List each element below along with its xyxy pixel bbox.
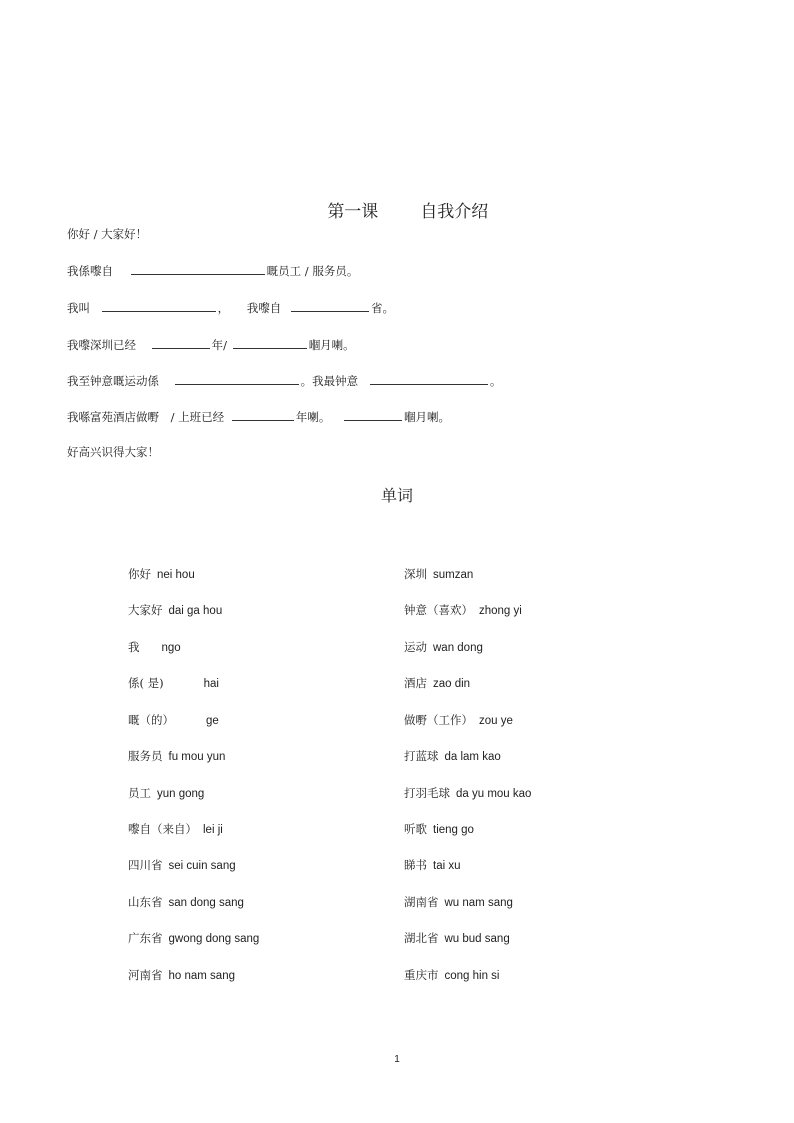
fill-blank	[291, 299, 369, 312]
intro-line-name: 我叫 ， 我嚟自 省。	[67, 301, 394, 315]
intro-greeting: 你好 / 大家好！	[67, 227, 148, 241]
vocab-item: 深圳 sumzan	[404, 567, 474, 581]
fill-blank	[233, 336, 307, 349]
fill-blank	[175, 372, 299, 385]
vocab-item: 我 ngo	[128, 640, 181, 654]
vocab-item: 你好 nei hou	[128, 567, 195, 581]
vocab-item: 做嘢（工作） zou ye	[404, 713, 513, 727]
vocab-item: 员工 yun gong	[128, 786, 205, 800]
vocabulary-heading: 单词	[380, 486, 413, 505]
intro-line-company: 我係嚟自 嘅员工 / 服务员。	[67, 264, 359, 278]
vocab-item: 嘅（的） ge	[128, 713, 219, 727]
intro-line-work: 我喺富苑酒店做嘢 / 上班已经 年喇。 嗰月喇。	[67, 410, 450, 424]
vocab-item: 运动 wan dong	[404, 640, 483, 654]
fill-blank	[232, 408, 294, 421]
vocab-item: 钟意（喜欢） zhong yi	[404, 603, 522, 617]
vocab-item: 睇书 tai xu	[404, 858, 461, 872]
lesson-topic: 自我介绍	[420, 202, 489, 222]
vocab-item: 服务员 fu mou yun	[128, 749, 226, 763]
vocab-item: 嚟自（来自） lei ji	[128, 822, 223, 836]
vocab-item: 大家好 dai ga hou	[128, 603, 223, 617]
fill-blank	[152, 336, 210, 349]
fill-blank	[344, 408, 402, 421]
fill-blank	[370, 372, 488, 385]
vocab-item: 听歌 tieng go	[404, 822, 474, 836]
page-number: 1	[394, 1054, 400, 1065]
vocab-item: 湖南省 wu nam sang	[404, 895, 513, 909]
vocab-item: 打蓝球 da lam kao	[404, 749, 501, 763]
vocab-item: 打羽毛球 da yu mou kao	[404, 786, 532, 800]
fill-blank	[102, 299, 216, 312]
intro-closing: 好高兴识得大家！	[67, 445, 159, 459]
vocab-item: 係( 是) hai	[128, 676, 219, 690]
intro-line-duration: 我嚟深圳已经 年/ 嗰月喇。	[67, 338, 355, 352]
vocab-item: 山东省 san dong sang	[128, 895, 244, 909]
vocab-item: 河南省 ho nam sang	[128, 968, 235, 982]
intro-line-hobby: 我至钟意嘅运动係 。我最钟意 。	[67, 374, 502, 388]
vocab-item: 重庆市 cong hin si	[404, 968, 500, 982]
fill-blank	[131, 262, 265, 275]
vocab-item: 湖北省 wu bud sang	[404, 931, 510, 945]
lesson-number: 第一课	[327, 202, 379, 222]
vocab-item: 广东省 gwong dong sang	[128, 931, 260, 945]
vocab-item: 四川省 sei cuin sang	[128, 858, 236, 872]
vocab-item: 酒店 zao din	[404, 676, 471, 690]
